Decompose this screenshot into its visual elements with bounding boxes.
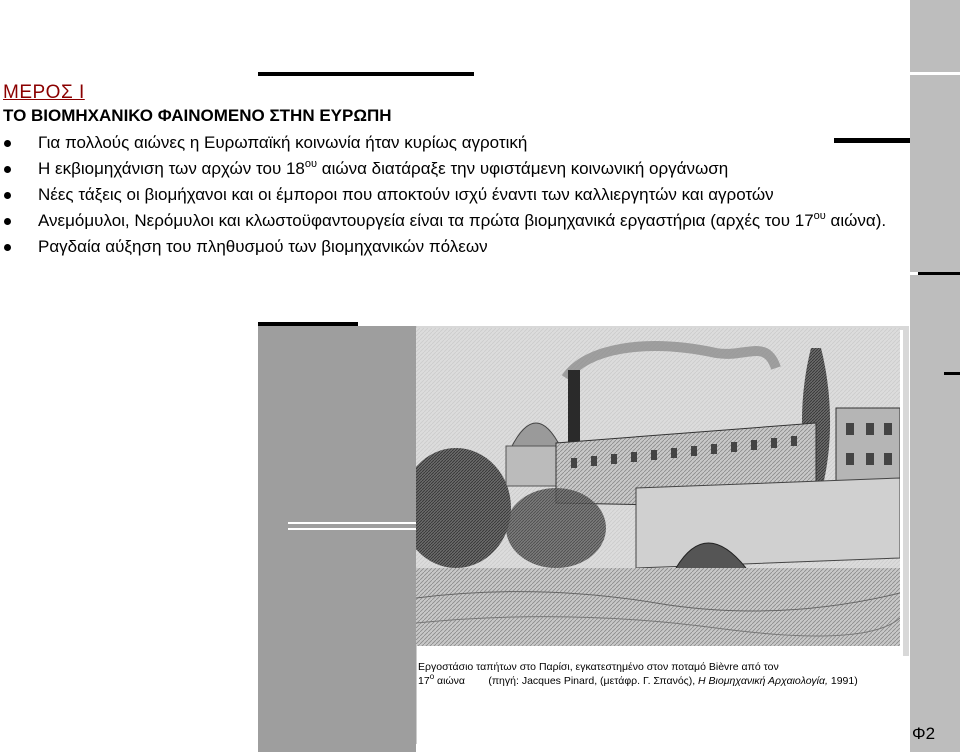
- list-item: Ραγδαία αύξηση του πληθυσμού των βιομηχανικών πόλεων: [0, 234, 900, 260]
- decor-line: [910, 72, 960, 75]
- bullet-icon: [4, 166, 11, 173]
- factory-engraving-image: [416, 328, 900, 646]
- right-decor-band: [910, 0, 960, 752]
- list-item: Η εκβιομηχάνιση των αρχών του $18^{o\upsilon}$ αιώνα διατάραξε την υφιστάμενη κοινωνική οργάνωση: [0, 156, 900, 182]
- decor-line: [258, 322, 358, 326]
- bullet-icon: [4, 192, 11, 199]
- page-number: Φ2: [912, 724, 936, 743]
- left-decor-block: [258, 326, 416, 752]
- bullet-icon: [4, 140, 11, 147]
- decor-line: [918, 272, 960, 275]
- list-item: Ανεμόμυλοι, Νερόμυλοι και κλωστοϋφαντουργεία είναι τα πρώτα βιομηχανικά εργαστήρια (αρχές του $17^{o\upsilon}$ αιώνα).: [0, 208, 900, 234]
- decor-line: [288, 522, 416, 524]
- bullet-icon: [4, 218, 11, 225]
- bullet-icon: [4, 244, 11, 251]
- decor-line: [288, 528, 416, 530]
- list-item: Για πολλούς αιώνες η Ευρωπαϊκή κοινωνία ήταν κυρίως αγροτική: [0, 130, 900, 156]
- figure-caption: Εργοστάσιο ταπήτων στο Παρίσι, εγκατεστημένο στον ποταμό Bièvre από τον $17^o$ αιώνα (πηγή: Jacques Pinard, (μετάφρ. Γ. Σπανός), Η Βιομηχανική Αρχαιολογία, 1991): [418, 661, 858, 687]
- decor-line: [944, 372, 960, 375]
- decor-line: [258, 72, 474, 76]
- part-heading: ΜΕΡΟΣ Ι: [3, 82, 85, 103]
- list-item: Νέες τάξεις οι βιομήχανοι και οι έμποροι που αποκτούν ισχύ έναντι των καλλιεργητών και αγροτών: [0, 182, 900, 208]
- bullet-list: [0, 130, 900, 260]
- page-title: ΤΟ ΒΙΟΜΗΧΑΝΙΚΟ ΦΑΙΝΟΜΕΝΟ ΣΤΗΝ ΕΥΡΩΠΗ: [3, 106, 392, 125]
